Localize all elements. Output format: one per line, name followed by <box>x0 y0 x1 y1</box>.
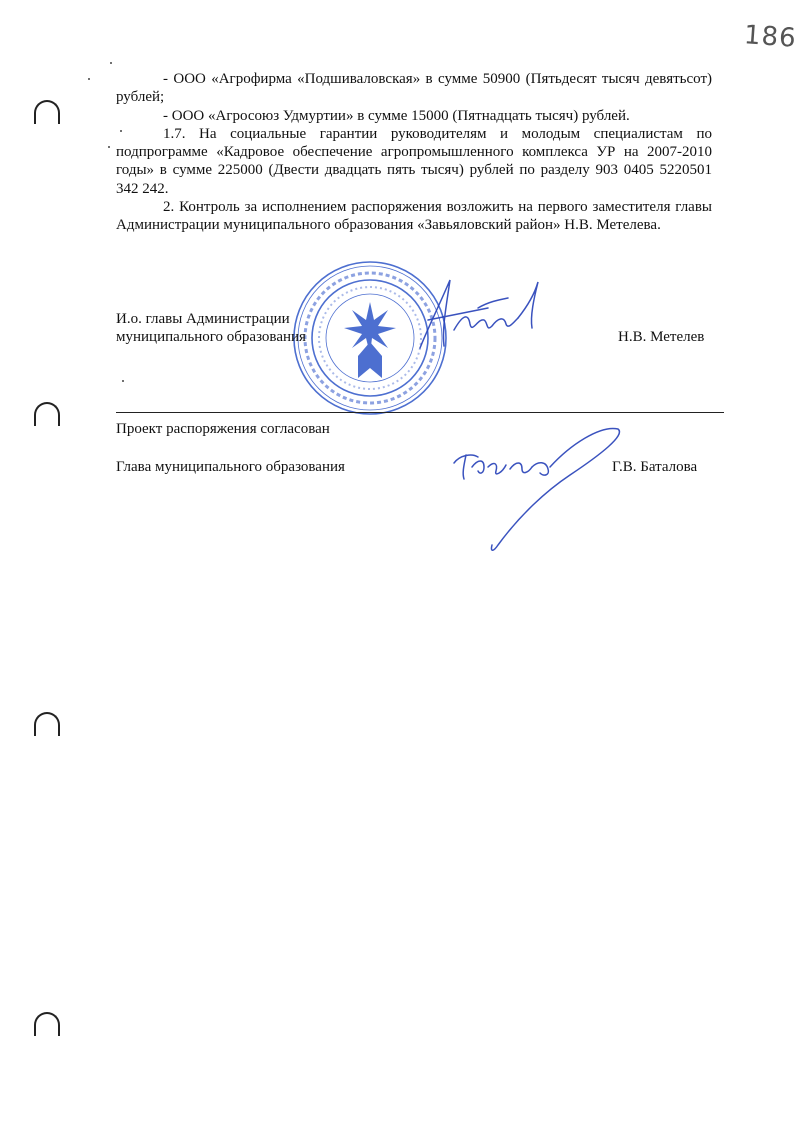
punch-hole-mark <box>34 712 60 736</box>
scan-speck <box>110 62 112 64</box>
approval-heading: Проект распоряжения согласован <box>116 421 330 437</box>
signatory-1-title-line1: И.о. главы Администрации <box>116 311 290 327</box>
paragraph-1-7: 1.7. На социальные гарантии руководителям и молодым специалистам по подпрограмме «Кадровое обеспечение агропромышленного комплекса УР на 2007-2010 годы» в сумме 225000 (Двести двадцать пять тысяч) рублей по разделу 903 0405 5220501 342 242. <box>116 125 712 197</box>
separator-line <box>116 412 724 413</box>
scan-speck <box>120 130 122 132</box>
signature-metelev <box>408 268 558 358</box>
signatory-2-name: Г.В. Баталова <box>612 459 698 475</box>
list-item: - ООО «Агросоюз Удмуртии» в сумме 15000 (Пятнадцать тысяч) рублей. <box>163 107 630 124</box>
signatory-1-name: Н.В. Метелев <box>618 329 705 345</box>
document-body <box>116 70 712 235</box>
scan-speck <box>108 146 110 148</box>
punch-hole-mark <box>34 1012 60 1036</box>
signatory-1-title-line2: муниципального образования <box>116 329 306 346</box>
scan-speck <box>122 380 124 382</box>
signatory-1-title <box>116 310 306 347</box>
punch-hole-mark <box>34 100 60 124</box>
signatory-2-title: Глава муниципального образования <box>116 459 345 475</box>
scan-speck <box>88 78 90 80</box>
punch-hole-mark <box>34 402 60 426</box>
paragraph-2: 2. Контроль за исполнением распоряжения возложить на первого заместителя главы Администрации муниципального образования «Завьяловский район» Н.В. Метелева. <box>116 199 712 234</box>
page-number: 186 <box>743 20 798 54</box>
signature-batalova <box>450 415 630 560</box>
list-item: - ООО «Агрофирма «Подшиваловская» в сумме 50900 (Пятьдесят тысяч девятьсот) рублей; <box>116 71 712 106</box>
